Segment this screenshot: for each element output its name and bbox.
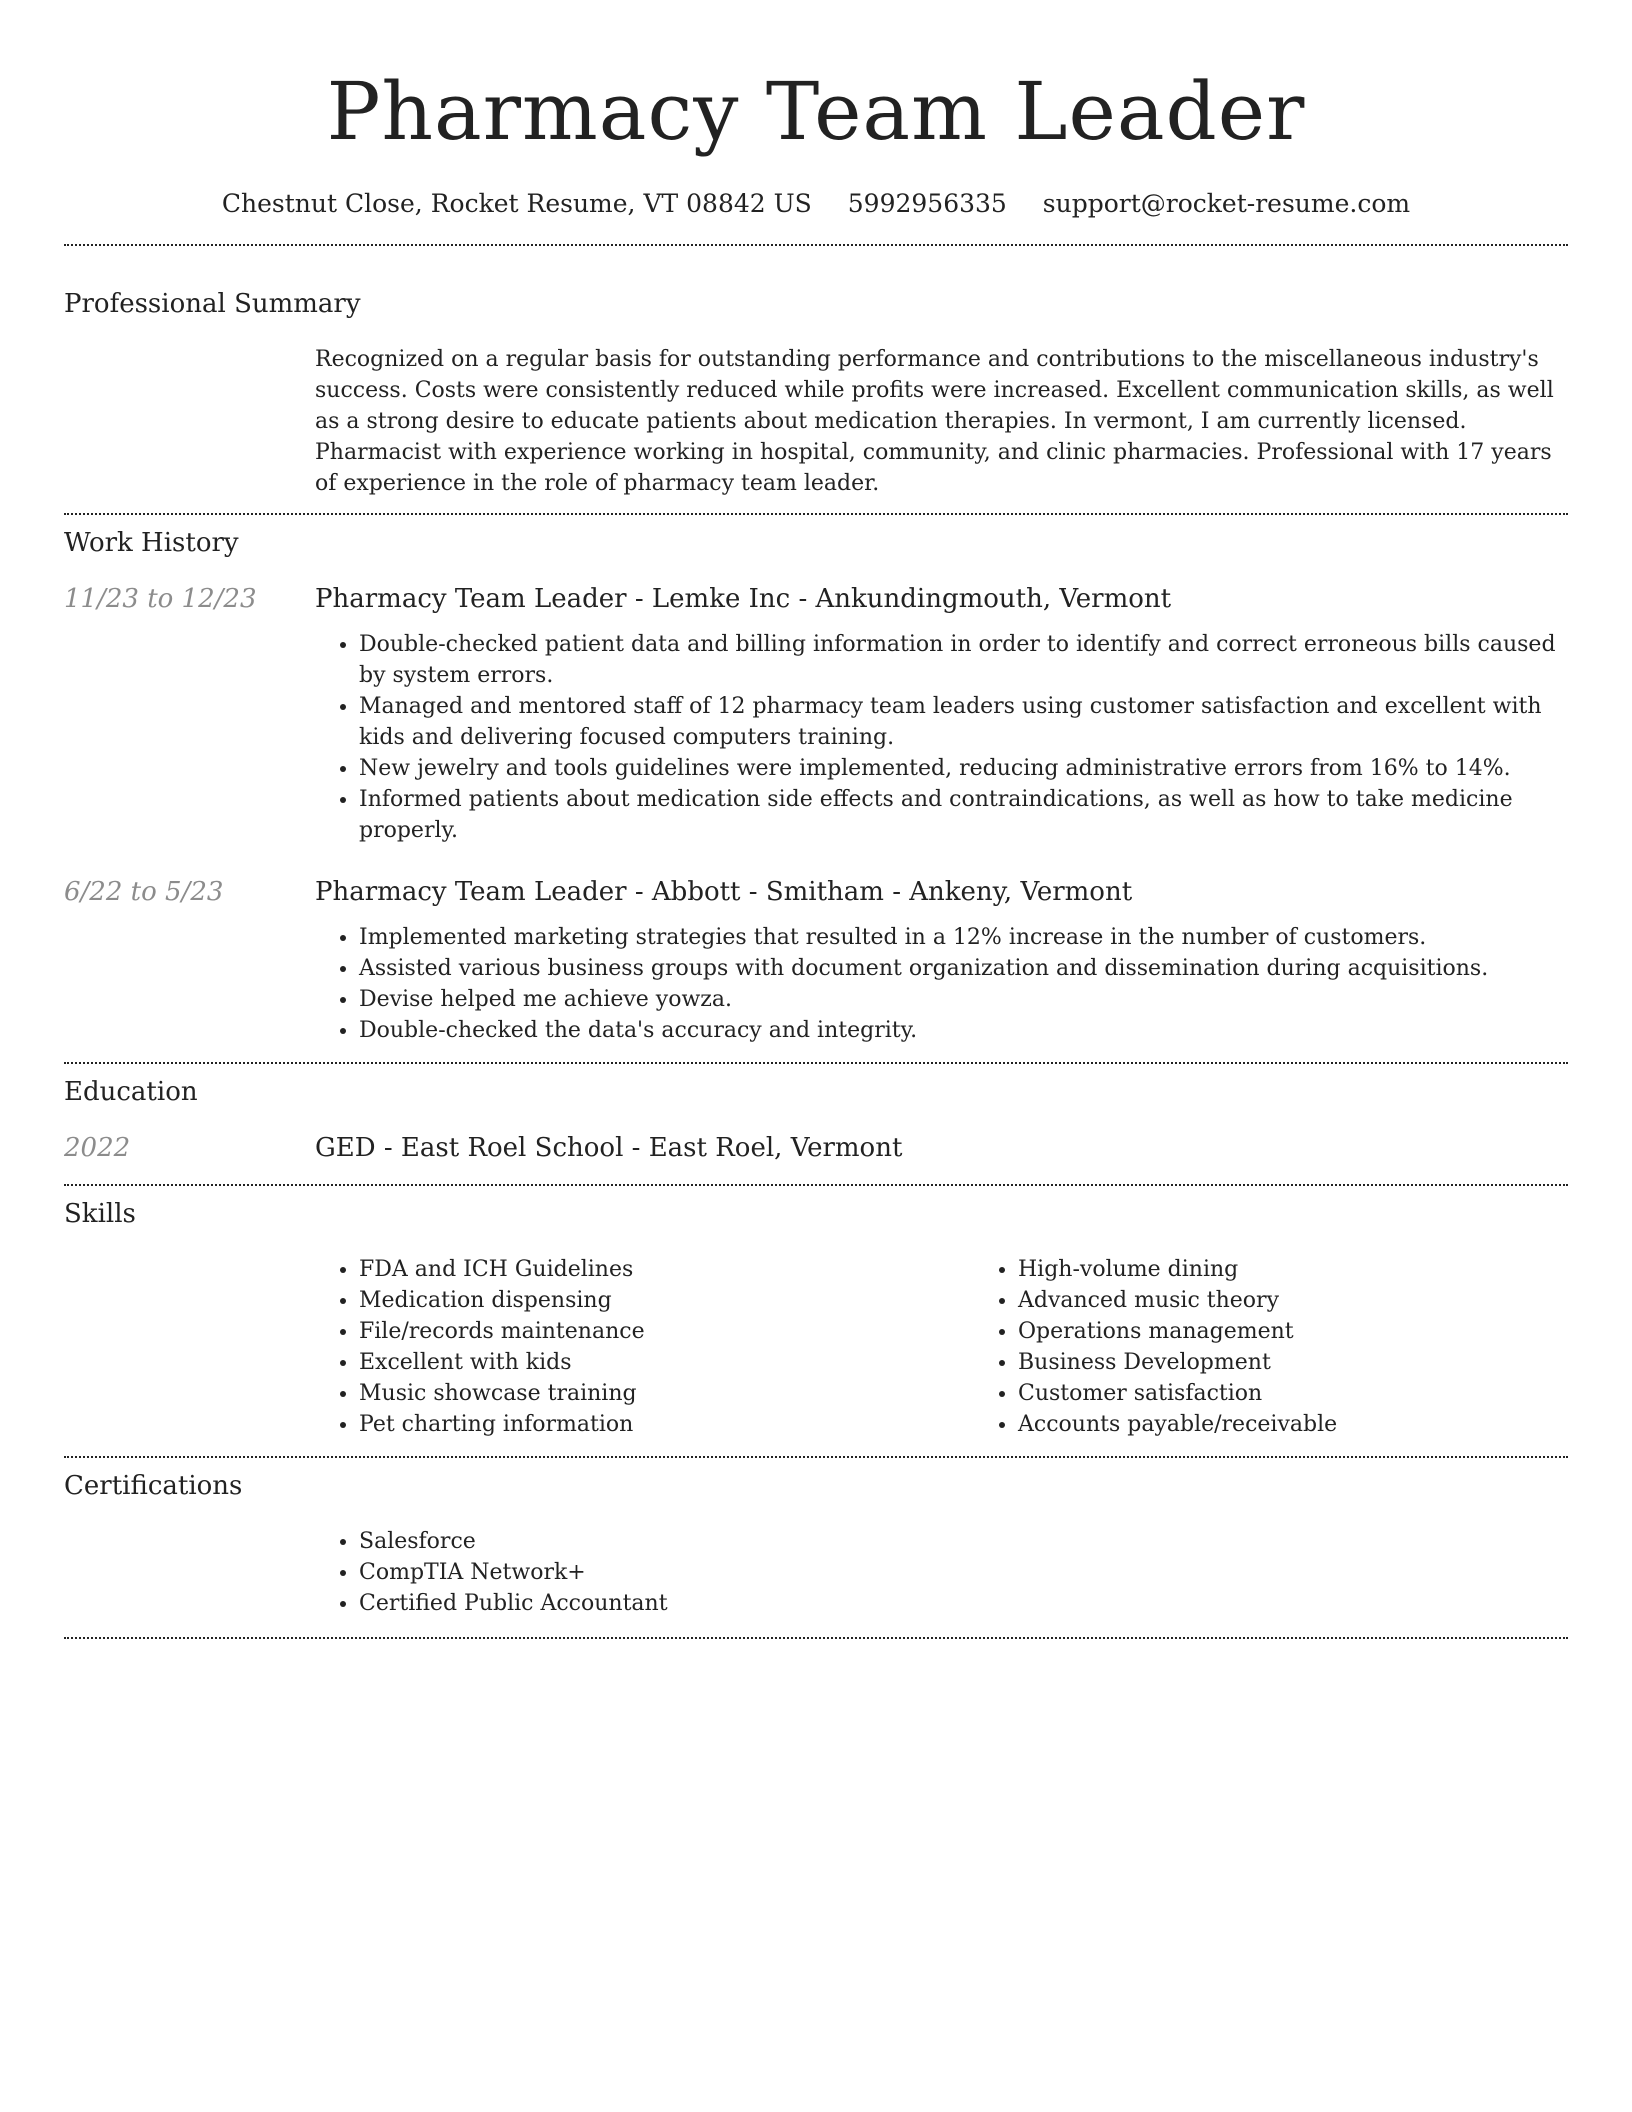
job-bullet: • Double-checked patient data and billing information in order to identify and correct erroneous bills caused by system errors. — [359, 629, 1568, 691]
skill-item: • Advanced music theory — [1018, 1285, 1632, 1316]
section-title-skills: Skills — [64, 1199, 136, 1229]
job-bullet: • Informed patients about medication side effects and contraindications, as well as how to take medicine properly. — [359, 784, 1568, 846]
section-title-work: Work History — [64, 528, 239, 558]
professional-summary-section — [64, 246, 1568, 499]
job-heading: Pharmacy Team Leader - Lemke Inc - Ankundingmouth, Vermont — [315, 584, 1172, 614]
job-bullet: • Double-checked the data's accuracy and integrity. — [359, 1015, 1568, 1046]
skill-item: • Music showcase training — [359, 1378, 974, 1409]
certification-item: • CompTIA Network+ — [359, 1557, 1568, 1588]
education-entry — [64, 1130, 1568, 1166]
skill-item: • Medication dispensing — [359, 1285, 974, 1316]
job-bullet: • Implemented marketing strategies that resulted in a 12% increase in the number of customers. — [359, 922, 1568, 953]
certifications-list — [315, 1526, 1568, 1619]
contact-phone: 5992956335 — [847, 189, 1007, 218]
education-year: 2022 — [64, 1133, 131, 1163]
section-title-education: Education — [64, 1077, 198, 1107]
skill-item: • Operations management — [1018, 1316, 1632, 1347]
skills-grid — [315, 1254, 1632, 1440]
skills-section — [64, 1186, 1568, 1440]
contact-address: Chestnut Close, Rocket Resume, VT 08842 US — [221, 189, 812, 218]
skill-item: • Business Development — [1018, 1347, 1632, 1378]
skill-item: • High-volume dining — [1018, 1254, 1632, 1285]
job-header-row — [64, 581, 1568, 629]
certification-item: • Salesforce — [359, 1526, 1568, 1557]
skill-item: • Accounts payable/receivable — [1018, 1409, 1632, 1440]
summary-text: Recognized on a regular basis for outstanding performance and contributions to the miscellaneous industry's success. Costs were consistently reduced while profits were increased. Excellent communication skills, as well as a strong desire to educate patients about medication therapies. In vermont, I am currently licensed. Pharmacist with experience working in hospital, community, and clinic pharmacies. Professional with 17 years of experience in the role of pharmacy team leader. — [315, 347, 1554, 496]
section-title-summary: Professional Summary — [64, 289, 361, 319]
contact-line — [64, 186, 1568, 222]
job-bullets-row — [64, 629, 1568, 846]
skill-item: • Excellent with kids — [359, 1347, 974, 1378]
skills-row — [64, 1254, 1568, 1440]
job-bullets-row — [64, 922, 1568, 1046]
job-heading: Pharmacy Team Leader - Abbott - Smitham - Ankeny, Vermont — [315, 877, 1133, 907]
summary-row — [64, 344, 1568, 499]
certifications-row — [64, 1526, 1568, 1619]
section-title-certifications: Certifications — [64, 1471, 243, 1501]
job-header-row — [64, 874, 1568, 922]
skill-item: • FDA and ICH Guidelines — [359, 1254, 974, 1285]
job-bullets-col — [315, 922, 1568, 1046]
job-bullet: • Assisted various business groups with document organization and dissemination during acquisitions. — [359, 953, 1568, 984]
certifications-section — [64, 1458, 1568, 1619]
job-entry — [64, 581, 1568, 846]
job-bullet: • Devise helped me achieve yowza. — [359, 984, 1568, 1015]
skill-item: • Customer satisfaction — [1018, 1378, 1632, 1409]
education-section — [64, 1064, 1568, 1166]
job-bullet-list — [315, 629, 1568, 846]
skill-item: • File/records maintenance — [359, 1316, 974, 1347]
job-dates: 6/22 to 5/23 — [64, 877, 224, 907]
job-dates: 11/23 to 12/23 — [64, 584, 257, 614]
job-bullet: • Managed and mentored staff of 12 pharmacy team leaders using customer satisfaction and excellent with kids and delivering focused computers training. — [359, 691, 1568, 753]
candidate-name: Pharmacy Team Leader — [326, 65, 1306, 158]
job-bullet: • New jewelry and tools guidelines were implemented, reducing administrative errors from 16% to 14%. — [359, 753, 1568, 784]
certifications-col — [315, 1526, 1568, 1619]
skill-item: • Pet charting information — [359, 1409, 974, 1440]
job-bullet-list — [315, 922, 1568, 1046]
contact-email: support@rocket-resume.com — [1042, 189, 1411, 218]
job-bullets-col — [315, 629, 1568, 846]
education-heading: GED - East Roel School - East Roel, Vermont — [315, 1133, 903, 1163]
work-history-section — [64, 515, 1568, 1046]
skills-list-left — [315, 1254, 974, 1440]
certification-item: • Certified Public Accountant — [359, 1588, 1568, 1619]
section-divider — [64, 1637, 1568, 1639]
job-entry — [64, 874, 1568, 1046]
skills-list-right — [974, 1254, 1632, 1440]
